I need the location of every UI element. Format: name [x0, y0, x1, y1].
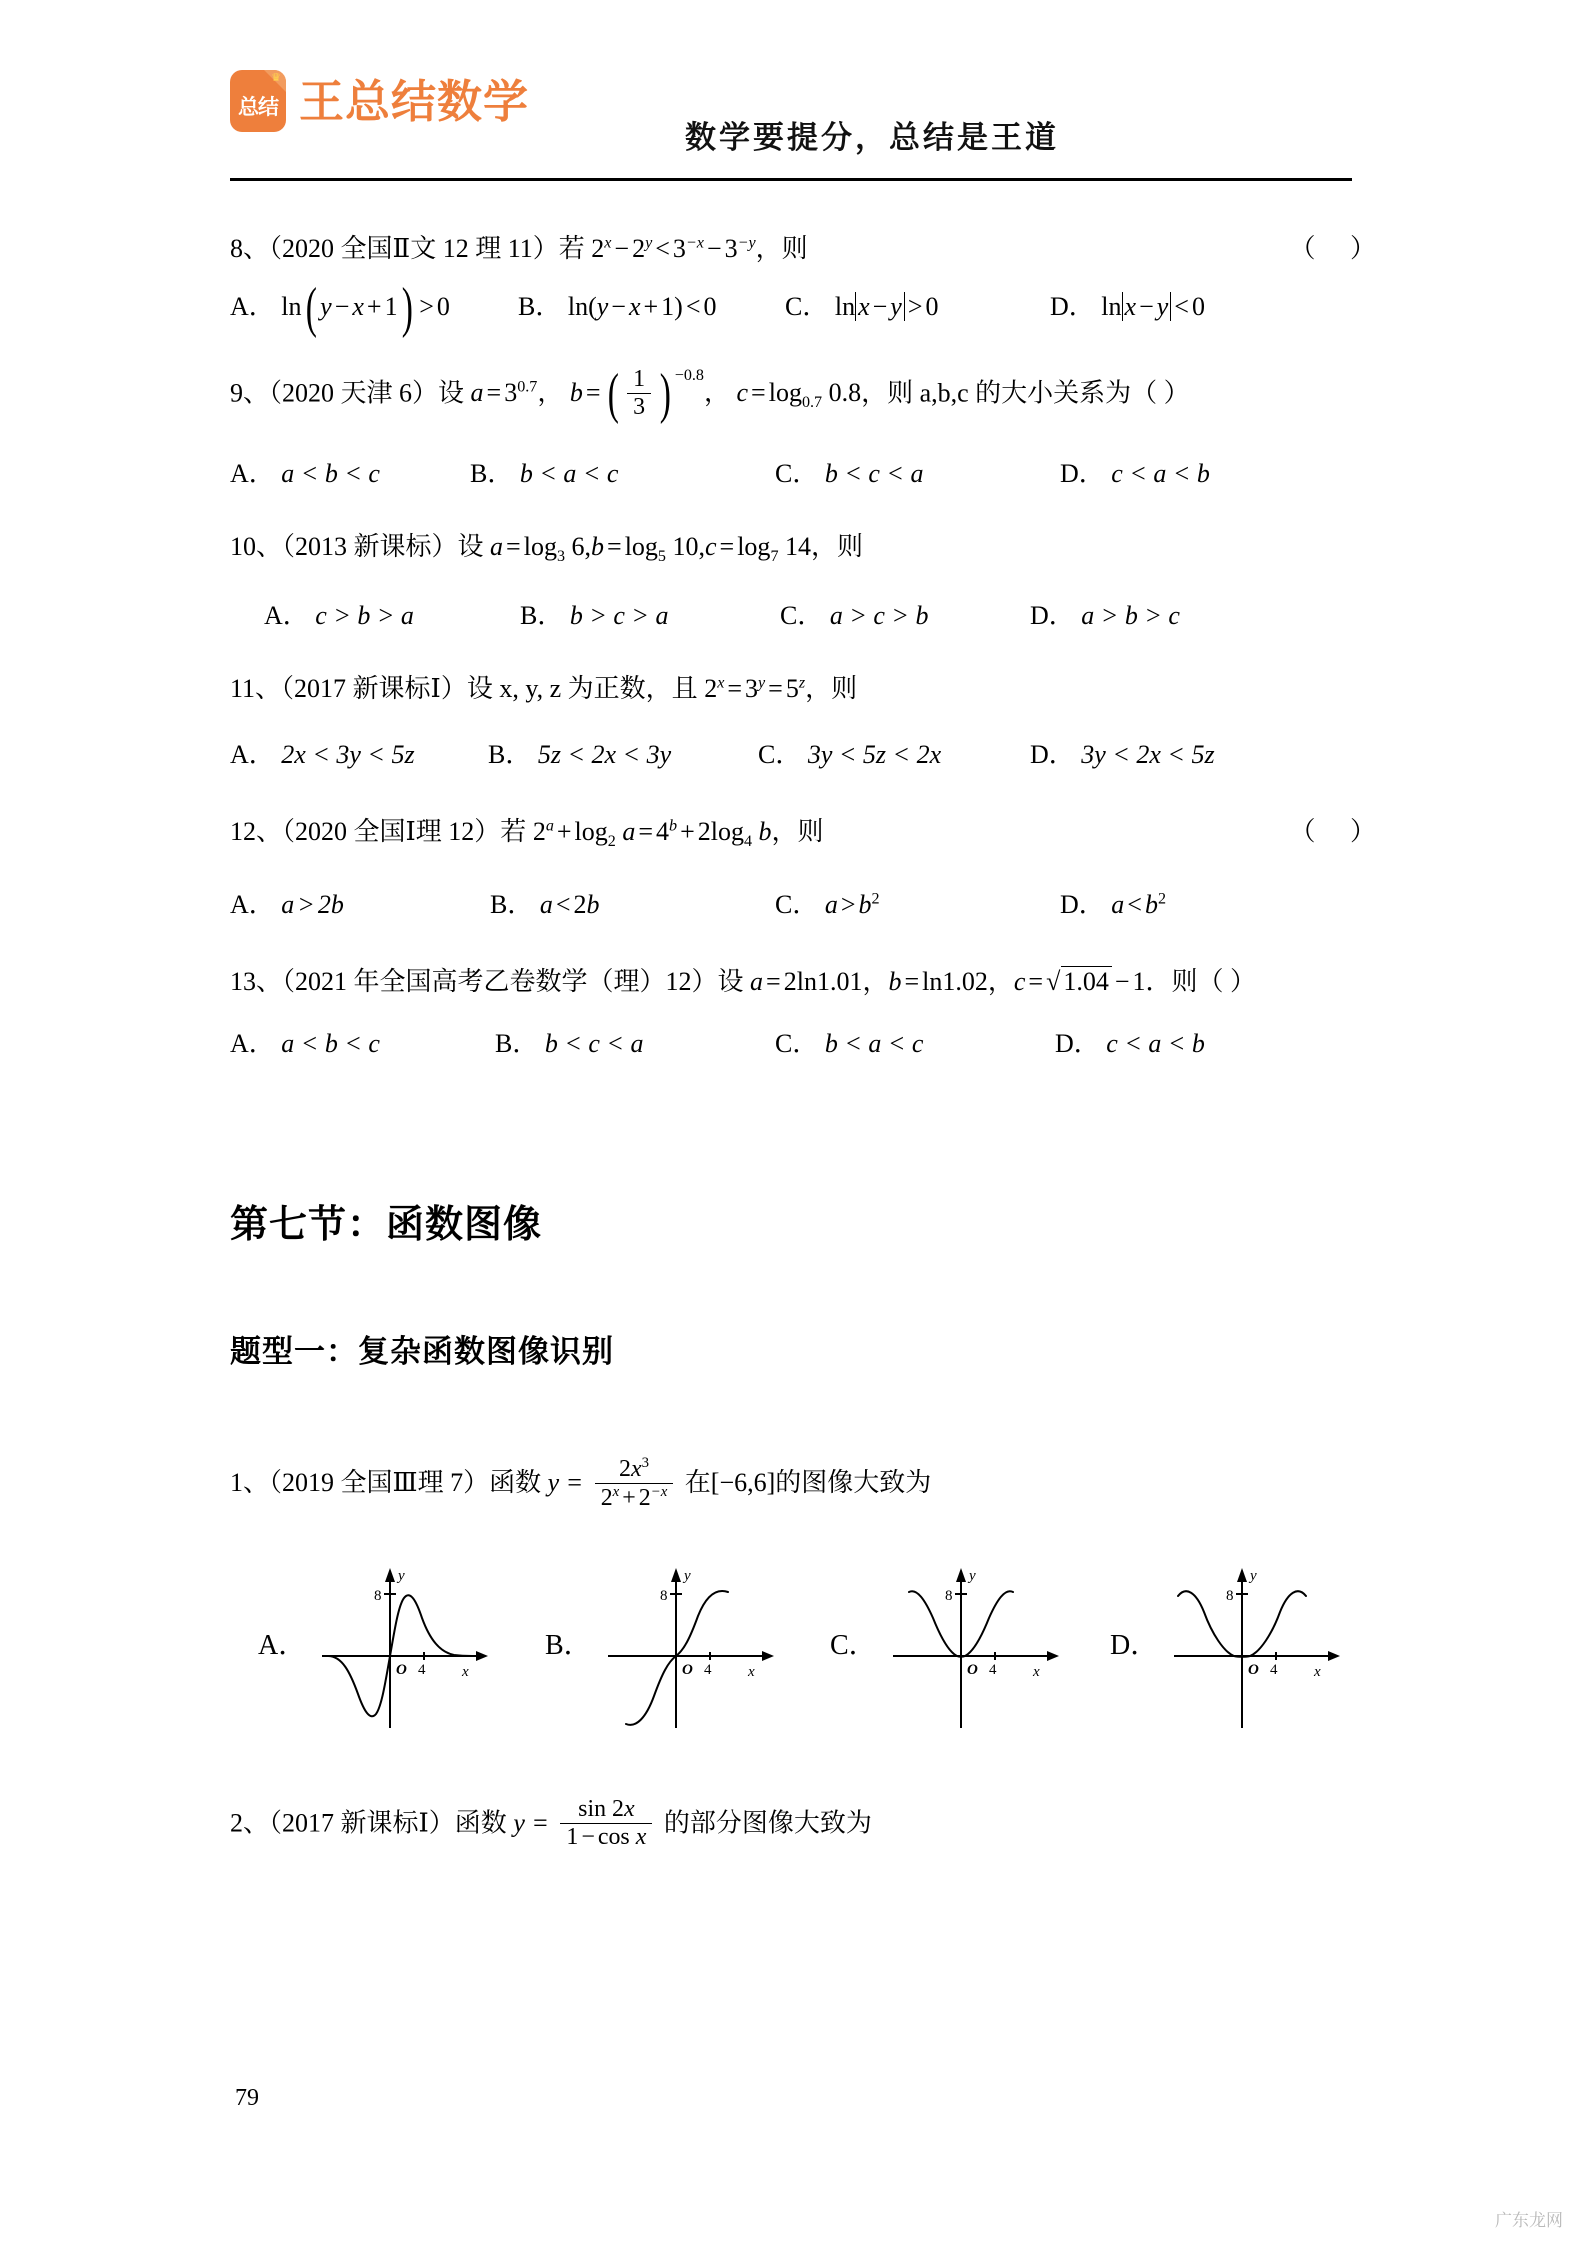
question-12-formula: $2^a + \log_2 a = 4^b + 2\log_4$ b	[532, 816, 772, 851]
option-10-b[interactable]	[520, 595, 668, 632]
question-9-number: 9、	[230, 378, 270, 408]
svg-text:x: x	[747, 1663, 755, 1680]
option-9-c-letter: C．	[775, 458, 819, 488]
option-13-b-text: b < c < a	[544, 1029, 644, 1059]
option-10-c[interactable]	[780, 595, 928, 632]
option-10-c-letter: C．	[780, 600, 824, 630]
svg-text:x: x	[462, 1663, 469, 1680]
graph-question-2-prefix: 函数	[454, 1808, 507, 1838]
graph-b-figure	[598, 1556, 788, 1736]
graph-question-1-tail-pre: 在	[684, 1468, 711, 1498]
option-13-a-letter: A．	[230, 1029, 275, 1059]
option-11-b[interactable]	[488, 734, 671, 771]
option-8-d-letter: D．	[1050, 292, 1095, 321]
question-8-stem	[230, 229, 1390, 268]
brand-logo	[230, 70, 529, 132]
page-header	[230, 70, 1360, 165]
option-9-c-text: b < c < a	[824, 458, 924, 488]
option-13-d-letter: D．	[1055, 1029, 1100, 1059]
option-8-d[interactable]	[1050, 286, 1205, 323]
graph-choice-c[interactable]	[830, 1556, 1073, 1736]
question-12-tail: ，则	[771, 816, 824, 846]
question-9-stem	[230, 362, 1390, 425]
option-10-a-text: c > b > a	[315, 600, 414, 630]
graph-choice-a-letter: A．	[258, 1629, 307, 1661]
option-12-c-letter: C．	[775, 890, 819, 920]
question-8-source: （2020 全国Ⅱ文 12 理 11）	[269, 234, 559, 263]
option-9-b-text: b < a < c	[519, 458, 619, 488]
crown-icon: ♛	[271, 72, 281, 84]
fraction-2-denominator: 1 − cos x	[560, 1823, 652, 1851]
option-12-b-letter: B．	[490, 890, 534, 920]
graph-question-2-source: （2017 新课标Ⅰ）	[269, 1808, 455, 1838]
option-10-d-letter: D．	[1030, 600, 1075, 630]
option-13-d[interactable]	[1055, 1023, 1205, 1060]
question-11-tail: ，则	[805, 673, 858, 703]
section-subtitle: 题型一：复杂函数图像识别	[230, 1334, 614, 1370]
option-9-a-text: a < b < c	[281, 458, 380, 488]
option-8-c-text: ln x − y > 0	[834, 292, 939, 321]
question-10-tail: ，则	[811, 531, 864, 561]
graph-question-1-stem	[230, 1457, 1390, 1514]
option-10-b-letter: B．	[520, 600, 564, 630]
question-9-tail: ，则 a,b,c 的大小关系为（ ）	[861, 378, 1190, 408]
option-9-d[interactable]	[1060, 453, 1210, 490]
svg-text:O: O	[1248, 1661, 1260, 1678]
option-11-a-letter: A．	[230, 739, 275, 769]
question-11-stem	[230, 669, 1390, 708]
graph-d-figure	[1164, 1556, 1354, 1736]
graph-question-1-var: y =	[547, 1468, 584, 1498]
option-12-d-letter: D．	[1060, 890, 1105, 920]
option-12-a-text: a > 2b	[281, 890, 344, 920]
question-8-formula: $2^x - 2^y < 3^{-x} - 3^{-y}$	[591, 234, 756, 263]
question-13-tail: ．则（ ）	[1145, 967, 1257, 997]
question-10-formula: $a = \log_3 6,b = \log_5 10,c = \log_7 14$	[490, 531, 811, 565]
option-10-d[interactable]	[1030, 595, 1180, 632]
option-10-a[interactable]	[264, 595, 414, 632]
graph-question-1-interval: [−6,6]	[710, 1468, 776, 1498]
graph-choice-d-letter: D．	[1110, 1629, 1159, 1661]
option-13-c[interactable]	[775, 1023, 923, 1060]
question-12-options	[230, 884, 1390, 924]
question-12-stem	[230, 812, 1390, 854]
option-12-a-letter: A．	[230, 890, 275, 920]
graph-question-2-number: 2、	[230, 1808, 270, 1838]
question-10-stem	[230, 527, 1390, 569]
fraction-2-numerator: sin 2x	[578, 1795, 635, 1822]
graph-question-2-tail: 的部分图像大致为	[663, 1808, 872, 1838]
option-13-c-letter: C．	[775, 1029, 819, 1059]
option-8-b-letter: B．	[518, 292, 562, 321]
option-12-a[interactable]	[230, 884, 344, 921]
page-number: 79	[235, 2085, 259, 2111]
svg-text:y: y	[683, 1567, 691, 1584]
fraction-numerator: $2x^3$	[618, 1455, 649, 1483]
option-9-b-letter: B．	[470, 458, 514, 488]
option-8-c-letter: C．	[785, 292, 829, 321]
question-13-stem	[230, 962, 1390, 1001]
question-8-number: 8、	[230, 234, 270, 263]
option-11-d[interactable]	[1030, 734, 1215, 771]
graph-question-1-prefix: 函数	[489, 1468, 542, 1498]
question-13-formula: a = 2ln1.01，b = ln1.02，c = √ 1.04 − 1	[750, 967, 1146, 997]
graph-choice-c-letter: C．	[830, 1629, 877, 1661]
graph-choice-d[interactable]	[1110, 1556, 1354, 1736]
question-12-answer-paren: （ ）	[1289, 816, 1390, 846]
option-11-b-letter: B．	[488, 739, 532, 769]
question-12-prefix: 若	[500, 816, 527, 846]
option-8-a-text: ln( y − x + 1) > 0	[281, 276, 450, 339]
question-11-prefix: 设 x, y, z 为正数，且	[466, 673, 698, 703]
option-11-a[interactable]	[230, 734, 415, 771]
question-10-number: 10、	[230, 531, 283, 561]
question-13-source: （2021 年全国高考乙卷数学（理）12）	[282, 967, 718, 997]
graph-c-figure	[883, 1556, 1073, 1736]
svg-text:y: y	[398, 1567, 405, 1584]
graph-a-y-tick: 8	[374, 1587, 382, 1604]
option-13-b-letter: B．	[495, 1029, 539, 1059]
option-13-a-text: a < b < c	[281, 1029, 380, 1059]
question-12-source: （2020 全国Ⅰ理 12）	[282, 816, 501, 846]
option-11-c-text: 3y < 5z < 2x	[807, 739, 942, 769]
section-title: 第七节：函数图像	[230, 1204, 543, 1247]
question-8-options	[230, 276, 1390, 339]
option-13-b[interactable]	[495, 1023, 643, 1060]
option-10-d-text: a > b > c	[1081, 600, 1180, 630]
option-11-d-text: 3y < 2x < 5z	[1081, 739, 1215, 769]
option-12-b-text: a < 2b	[539, 890, 600, 920]
option-9-a[interactable]	[230, 453, 380, 490]
option-10-b-text: b > c > a	[569, 600, 669, 630]
graph-question-1-fraction	[595, 1455, 674, 1512]
graph-question-1-tail: 的图像大致为	[775, 1468, 932, 1498]
graph-question-1-number: 1、	[230, 1468, 270, 1498]
graph-choice-b-letter: B．	[545, 1629, 592, 1661]
svg-text:O: O	[396, 1661, 408, 1678]
question-9-formula: $a = 3^{0.7}$， b = ( $\frac{1}{3}$ ) $^{-0.8}$， $c = \log_{0.7} 0.8$	[470, 362, 862, 425]
question-9-options	[230, 453, 1390, 493]
option-9-d-text: c < a < b	[1111, 458, 1210, 488]
logo-badge-text: 总结	[238, 95, 278, 119]
option-9-b[interactable]	[470, 453, 618, 490]
graph-choice-b[interactable]	[545, 1556, 788, 1736]
option-8-d-text: ln x − y < 0	[1101, 292, 1205, 321]
option-13-d-text: c < a < b	[1106, 1029, 1205, 1059]
svg-text:4: 4	[988, 1661, 997, 1678]
option-9-c[interactable]	[775, 453, 923, 490]
brand-name: 王总结数学	[299, 75, 530, 127]
option-11-c-letter: C．	[758, 739, 802, 769]
option-11-c[interactable]	[758, 734, 941, 771]
svg-text:O: O	[681, 1661, 693, 1678]
graph-question-2-var: y =	[513, 1808, 549, 1838]
option-8-b[interactable]	[518, 286, 717, 323]
option-10-c-text: a > c > b	[829, 600, 929, 630]
option-11-b-text: 5z < 2x < 3y	[537, 739, 672, 769]
question-13-prefix: 设	[717, 967, 744, 997]
svg-text:x: x	[1314, 1663, 1321, 1680]
question-9-prefix: 设	[438, 378, 465, 408]
header-divider	[230, 178, 1352, 181]
svg-text:y: y	[968, 1567, 976, 1584]
svg-text:8: 8	[659, 1587, 668, 1604]
option-9-a-letter: A．	[230, 458, 275, 488]
option-12-c-text: $a > b^2$	[824, 890, 880, 920]
logo-badge-icon	[230, 70, 286, 132]
option-12-d[interactable]	[1060, 884, 1166, 921]
option-11-a-text: 2x < 3y < 5z	[281, 739, 415, 769]
svg-text:y: y	[1250, 1567, 1257, 1584]
graph-question-1-source: （2019 全国Ⅲ理 7）	[269, 1468, 490, 1498]
option-10-a-letter: A．	[264, 600, 309, 630]
option-8-a-letter: A．	[230, 292, 275, 321]
question-13-options	[230, 1023, 1390, 1063]
svg-text:4: 4	[1270, 1661, 1278, 1678]
svg-text:8: 8	[1226, 1587, 1234, 1604]
question-10-prefix: 设	[457, 531, 484, 561]
graph-question-2-stem	[230, 1795, 1390, 1853]
question-8-answer-paren: （ ）	[1289, 234, 1390, 263]
graph-a-figure	[312, 1556, 502, 1736]
svg-text:8: 8	[944, 1587, 953, 1604]
brand-tagline: 数学要提分，总结是王道	[685, 120, 1059, 155]
option-13-c-text: b < a < c	[824, 1029, 924, 1059]
svg-text:x: x	[1032, 1663, 1040, 1680]
option-12-d-text: $a < b^2$	[1111, 890, 1167, 920]
watermark: 广东龙网	[1495, 2211, 1563, 2230]
question-8-prefix: 若	[558, 234, 585, 263]
graph-question-2-fraction	[560, 1796, 652, 1851]
question-13-number: 13、	[230, 967, 283, 997]
page-content	[230, 205, 1390, 1858]
graph-choices-row	[230, 1556, 1390, 1756]
graph-choice-a[interactable]	[258, 1556, 502, 1736]
option-8-c[interactable]	[785, 286, 939, 323]
option-8-a[interactable]	[230, 276, 450, 339]
question-10-options	[230, 595, 1390, 635]
option-8-b-text: ln(y − x + 1) < 0	[567, 292, 717, 321]
question-8-tail: ，则	[755, 234, 808, 263]
svg-text:4: 4	[418, 1661, 426, 1678]
question-12-number: 12、	[230, 816, 283, 846]
option-12-c[interactable]	[775, 884, 880, 921]
question-10-source: （2013 新课标）	[282, 531, 458, 561]
svg-text:O: O	[966, 1661, 978, 1678]
option-11-d-letter: D．	[1030, 739, 1075, 769]
option-12-b[interactable]	[490, 884, 600, 921]
question-11-options	[230, 734, 1390, 774]
question-9-source: （2020 天津 6）	[269, 378, 439, 408]
question-11-source: （2017 新课标Ⅰ）	[281, 673, 467, 703]
question-11-formula: $2^x = 3^y = 5^z$	[704, 673, 806, 703]
fraction-denominator: $2^x + 2^{-x}$	[595, 1483, 674, 1512]
svg-text:4: 4	[703, 1661, 712, 1678]
option-13-a[interactable]	[230, 1023, 380, 1060]
question-11-number: 11、	[230, 673, 282, 703]
option-9-d-letter: D．	[1060, 458, 1105, 488]
